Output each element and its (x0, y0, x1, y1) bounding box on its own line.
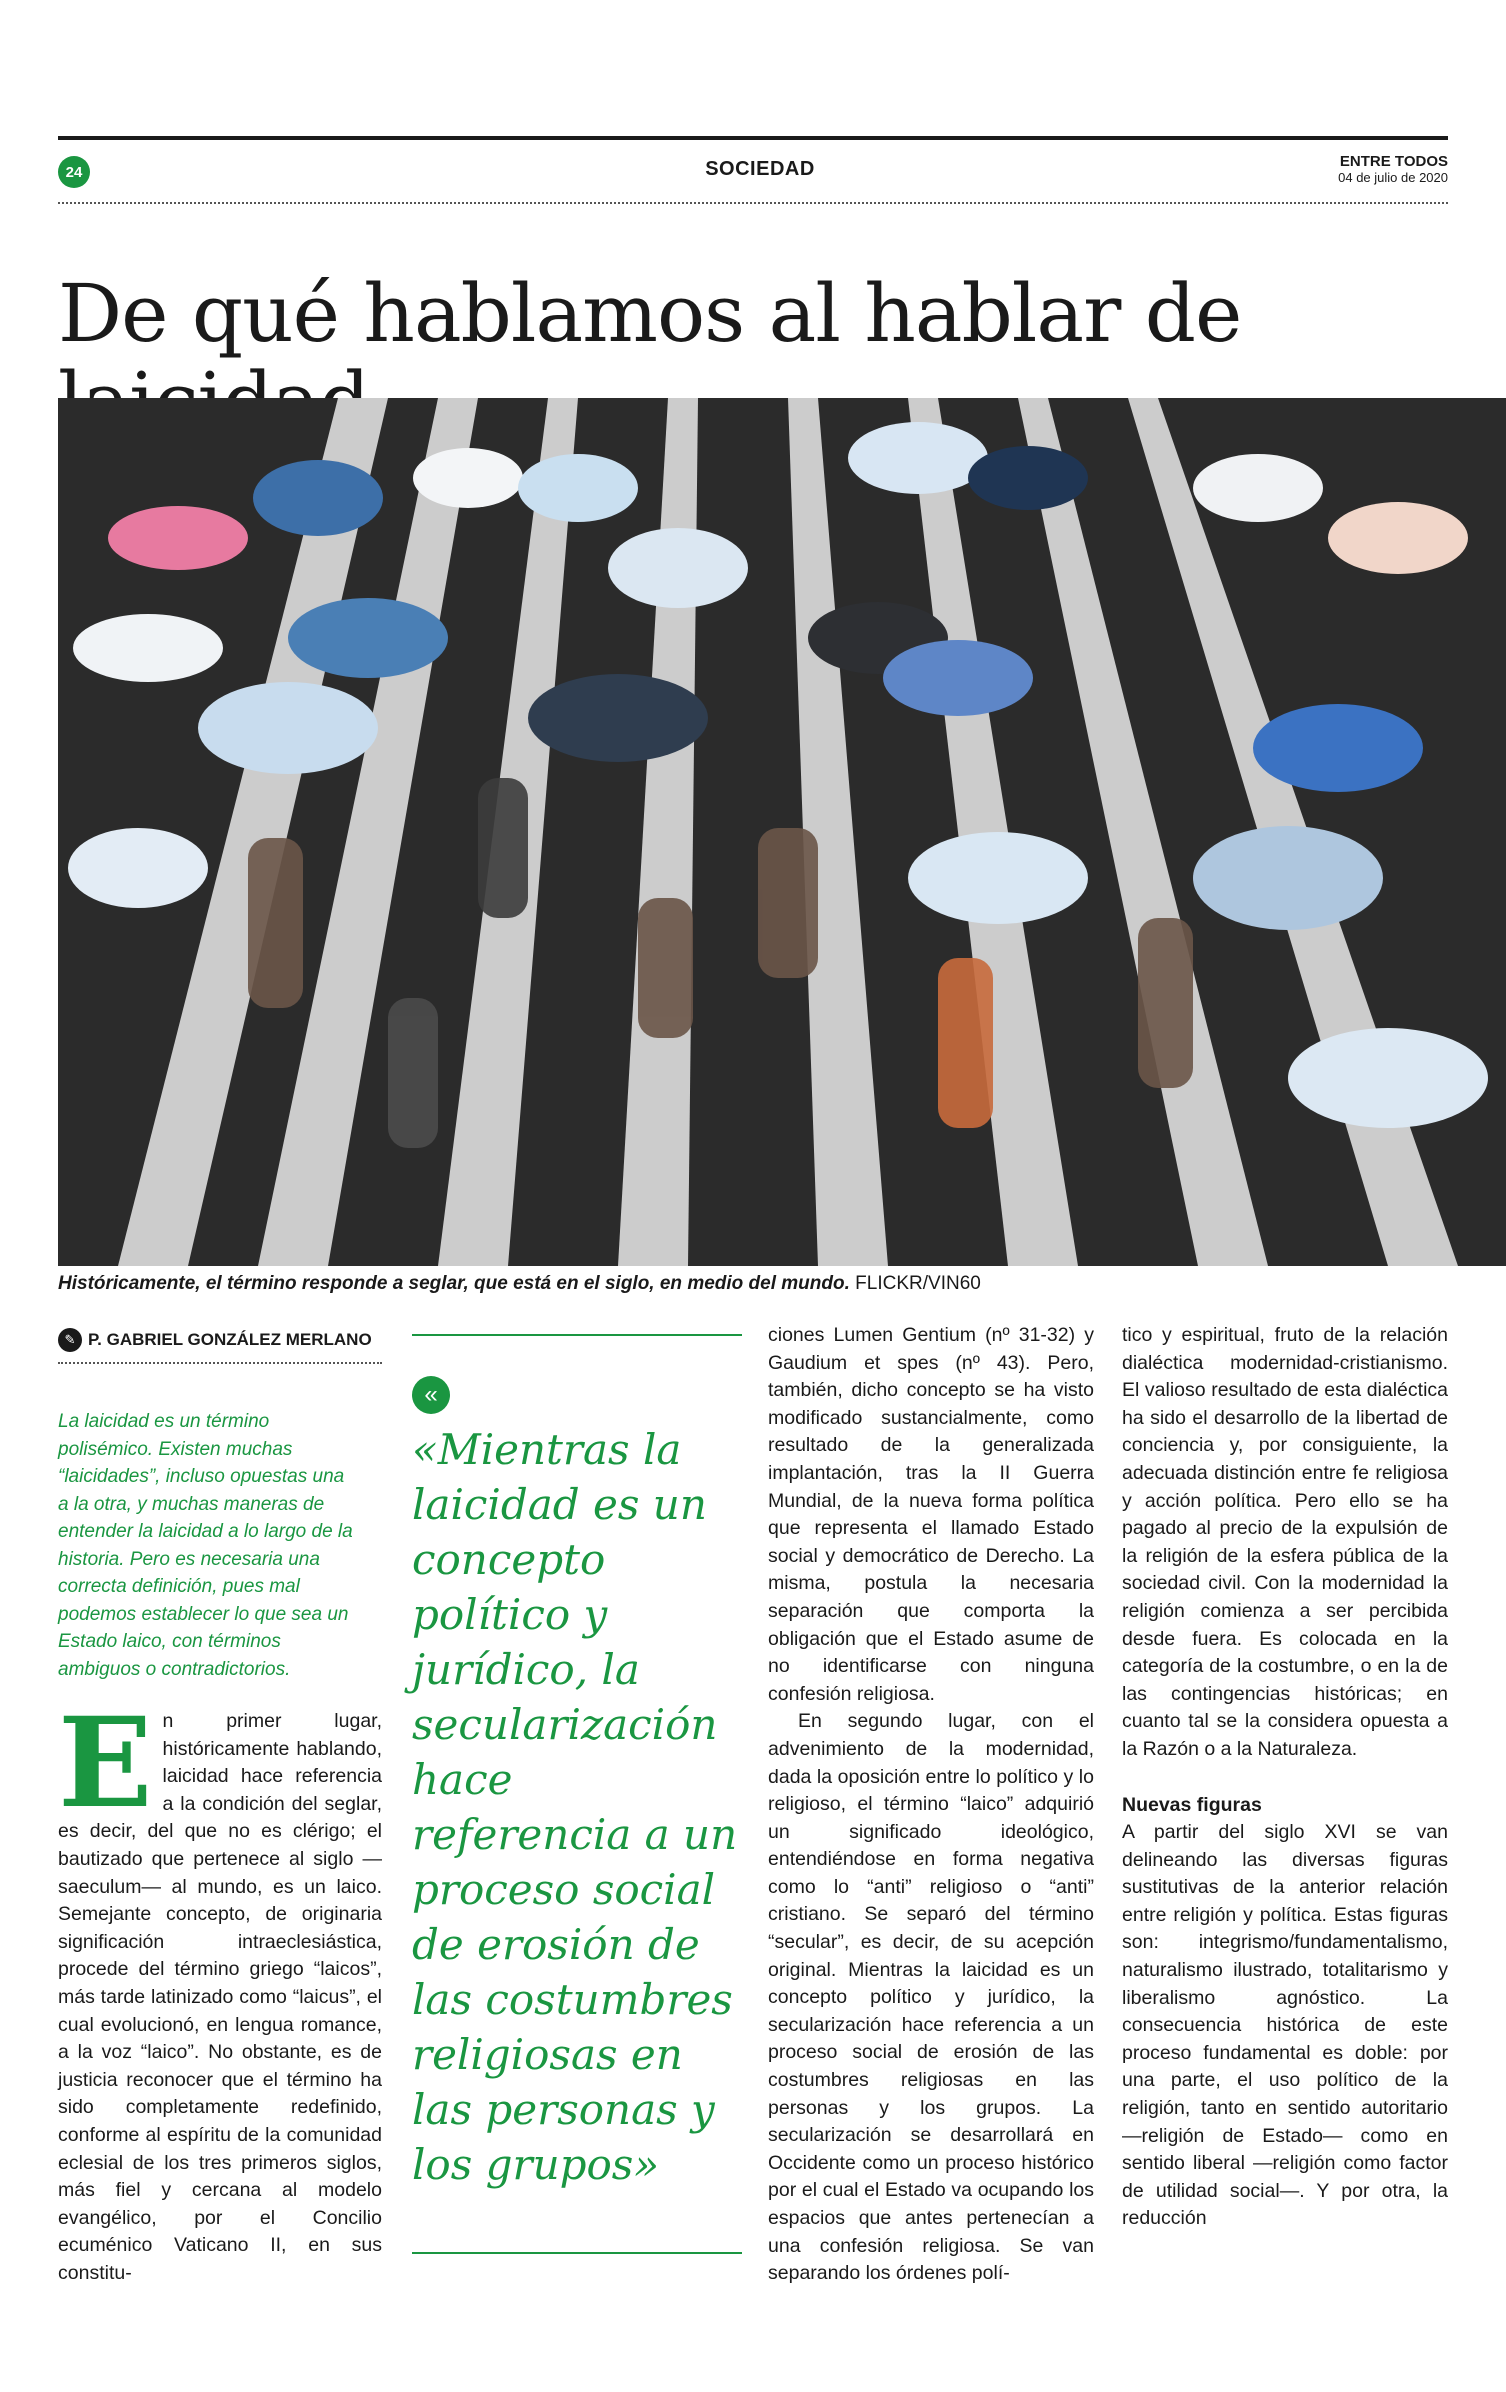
publication-block (1338, 153, 1448, 185)
article-photo (58, 398, 1506, 1266)
pull-quote-bottom-rule (412, 2252, 742, 2254)
pull-quote (412, 1334, 742, 2254)
subhead: Nuevas figuras (1122, 1793, 1262, 1816)
header-top-rule (58, 136, 1448, 140)
drop-cap: E (58, 1691, 153, 1836)
body-paragraph: n primer lugar, históricamente hablando, laicidad hace referencia a la condición del seglar, es decir, del que no es clérigo; el bautizado que pertenece al siglo —saeculum— al mundo, es un laico. Semejante concepto, de originaria significación intraeclesiástica, procede del término griego “laicos”, más tarde latinizado como “laicus”, el cual evolucionó, en lengua romance, a la voz “laico”. No obstante, es de justicia reconocer que el término ha sido completamente redefinido, conforme al espíritu de la comunidad eclesial de los tres primeros siglos, más fiel y cercana al modelo evangélico, por el Concilio ecuménico Vaticano II, en sus constitu- (58, 1710, 382, 2284)
author-byline (58, 1328, 378, 1352)
body-column-4 (1122, 1322, 1448, 2233)
quote-mark-icon: « (412, 1376, 450, 1414)
publication-date: 04 de julio de 2020 (1338, 170, 1448, 185)
body-column-1 (58, 1691, 382, 2287)
photo-caption (58, 1273, 1458, 1295)
page-number-badge: 24 (58, 156, 90, 188)
section-label: SOCIEDAD (705, 158, 815, 180)
photo-credit: FLICKR/VIN60 (855, 1273, 981, 1294)
header-dotted-rule (58, 202, 1448, 204)
byline-dotted-rule (58, 1362, 382, 1364)
body-paragraph: ciones Lumen Gentium (nº 31-32) y Gaudium et spes (nº 43). Pero, también, dicho concepto se ha visto modificado sustancialmente, como resultado de la generalizada implantación, tras la II Guerra Mundial, de la nueva forma política que representa el llamado Estado social y democrático de Derecho. La misma, postula la necesaria separación que comporta la obligación que el Estado asume de no identificarse con ninguna confesión religiosa. (768, 1324, 1094, 1705)
pull-quote-text: «Mientras la laicidad es un concepto político y jurídico, la secularización hace referencia a un proceso social de erosión de las costumbres religiosas en las personas y los grupos» (412, 1425, 738, 2189)
body-paragraph: A partir del siglo XVI se van delineando las diversas figuras sustitutivas de la anterior relación entre religión y política. Estas figuras son: integrismo/fundamentalismo, naturalismo ilustrado, totalitarismo y liberalismo agnóstico. La consecuencia histórica de este proceso fundamental es doble: por una parte, el uso político de la religión, tanto en sentido autoritario —religión de Estado— como en sentido liberal —religión como factor de utilidad social—. Y por otra, la reducción (1122, 1821, 1448, 2230)
caption-text: Históricamente, el término responde a seglar, que está en el siglo, en medio del mundo. (58, 1273, 850, 1294)
author-name: P. GABRIEL GONZÁLEZ MERLANO (88, 1330, 372, 1349)
body-column-3 (768, 1322, 1094, 2288)
publication-name: ENTRE TODOS (1339, 153, 1448, 170)
umbrella-crowd-illustration (58, 398, 1506, 1266)
body-paragraph: En segundo lugar, con el advenimiento de la modernidad, dada la oposición entre lo político y lo religioso, el término “laico” adquirió un significado ideológico, entendiéndose en forma negativa como lo “anti” religioso o “anti” cristiano. Se separó del término “secular”, es decir, de su acepción original. Mientras la laicidad es un concepto político y jurídico, la secularización hace referencia a un proceso social de erosión de las costumbres religiosas en las personas y los grupos. La secularización se desarrollará en Occidente como un proceso histórico por el cual el Estado va ocupando los espacios que antes pertenecían a una confesión religiosa. Se van separando los órdenes polí- (768, 1710, 1094, 2285)
body-paragraph: tico y espiritual, fruto de la relación dialéctica modernidad-cristianismo. El valioso resultado de esta dialéctica ha sido el desarrollo de la libertad de conciencia y, por consiguiente, la adecuada distinción entre fe religiosa y acción política. Pero ello se ha pagado al precio de la expulsión de la religión de la esfera pública de la sociedad civil. Con la modernidad la religión comienza a ser percibida desde fuera. Es colocada en la categoría de la costumbre, o en la de las contingencias históricas; en cuanto tal se la considera opuesta a la Razón o a la Naturaleza. (1122, 1324, 1448, 1760)
pencil-icon: ✎ (58, 1328, 82, 1352)
article-lede: La laicidad es un término polisémico. Existen muchas “laicidades”, incluso opuestas una a la otra, y muchas maneras de entender la laicidad a lo largo de la historia. Pero es necesaria una correcta definición, pues mal podemos establecer lo que sea un Estado laico, con términos ambiguos o contradictorios. (58, 1411, 353, 1680)
pull-quote-top-rule (412, 1334, 742, 1336)
headline: De qué hablamos al hablar de (58, 267, 1242, 360)
